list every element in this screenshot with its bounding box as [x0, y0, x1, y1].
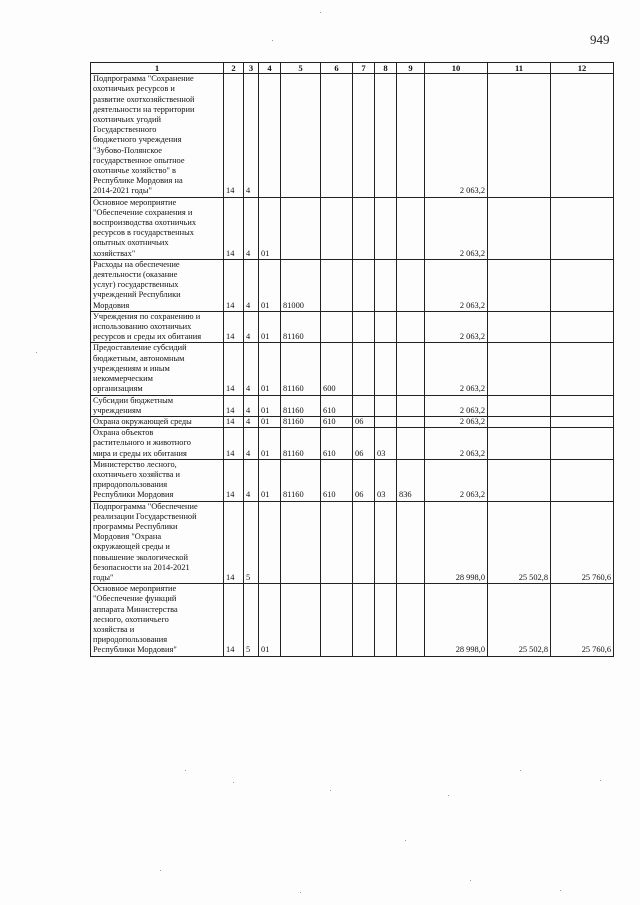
- table-row: [91, 584, 614, 656]
- row-name-cell: Основное мероприятие "Обеспечение сохранения и воспроизводства охотничьих ресурсов в государственных опытных охотничьих хозяйствах": [91, 197, 224, 259]
- cell-c10: 28 998,0: [425, 584, 488, 656]
- cell-c3: 4: [244, 395, 259, 416]
- cell-c9: [397, 343, 425, 395]
- cell-c3: 4: [244, 459, 259, 501]
- cell-c11: [488, 197, 551, 259]
- cell-c8: 03: [375, 428, 397, 460]
- cell-c5: [281, 584, 321, 656]
- row-name-cell: Подпрограмма "Сохранение охотничьих ресурсов и развитие охотхозяйственной деятельности на территории охотничьих угодий Государственного бюджетного учреждения "Зубово-Полянское государственное опытное охотничье хозяйство" в Республике Мордовия на 2014-2021 годы": [91, 74, 224, 197]
- cell-c7: 06: [353, 459, 375, 501]
- header-row: [91, 63, 614, 74]
- cell-c8: [375, 74, 397, 197]
- table-row: [91, 459, 614, 501]
- cell-c4: [259, 74, 281, 197]
- cell-c4: 01: [259, 416, 281, 427]
- cell-c2: 14: [224, 311, 244, 343]
- cell-c11: [488, 311, 551, 343]
- cell-c8: [375, 416, 397, 427]
- cell-c8: [375, 343, 397, 395]
- cell-c6: [321, 501, 353, 584]
- cell-c7: [353, 311, 375, 343]
- column-header: 11: [488, 63, 551, 74]
- cell-c12: [551, 416, 614, 427]
- cell-c12: [551, 459, 614, 501]
- cell-c2: 14: [224, 343, 244, 395]
- cell-c11: [488, 259, 551, 311]
- row-name-cell: Охрана окружающей среды: [91, 416, 224, 427]
- column-header: 9: [397, 63, 425, 74]
- cell-c5: 81160: [281, 459, 321, 501]
- cell-c7: [353, 197, 375, 259]
- cell-c10: 2 063,2: [425, 428, 488, 460]
- column-header: 6: [321, 63, 353, 74]
- column-header: 3: [244, 63, 259, 74]
- cell-c5: 81160: [281, 416, 321, 427]
- cell-c10: 2 063,2: [425, 311, 488, 343]
- cell-c9: [397, 584, 425, 656]
- cell-c9: [397, 428, 425, 460]
- cell-c5: 81000: [281, 259, 321, 311]
- row-name-cell: Министерство лесного, охотничьего хозяйства и природопользования Республики Мордовия: [91, 459, 224, 501]
- cell-c7: 06: [353, 416, 375, 427]
- cell-c5: 81160: [281, 343, 321, 395]
- cell-c2: 14: [224, 459, 244, 501]
- cell-c12: 25 760,6: [551, 584, 614, 656]
- row-name-cell: Расходы на обеспечение деятельности (оказание услуг) государственных учреждений Республики Мордовия: [91, 259, 224, 311]
- cell-c6: 610: [321, 428, 353, 460]
- table-row: [91, 74, 614, 197]
- column-header: 8: [375, 63, 397, 74]
- cell-c3: 5: [244, 501, 259, 584]
- budget-table: [90, 62, 614, 657]
- cell-c8: [375, 584, 397, 656]
- cell-c9: [397, 501, 425, 584]
- row-name-cell: Субсидии бюджетным учреждениям: [91, 395, 224, 416]
- cell-c11: [488, 74, 551, 197]
- cell-c9: [397, 197, 425, 259]
- cell-c11: [488, 395, 551, 416]
- cell-c3: 5: [244, 584, 259, 656]
- cell-c10: 2 063,2: [425, 395, 488, 416]
- cell-c7: [353, 501, 375, 584]
- column-header: 5: [281, 63, 321, 74]
- column-header: 1: [91, 63, 224, 74]
- cell-c10: 2 063,2: [425, 197, 488, 259]
- cell-c2: 14: [224, 259, 244, 311]
- page-number: 949: [590, 32, 610, 47]
- cell-c3: 4: [244, 74, 259, 197]
- cell-c3: 4: [244, 416, 259, 427]
- table-row: [91, 395, 614, 416]
- table-row: [91, 428, 614, 460]
- cell-c2: 14: [224, 416, 244, 427]
- cell-c5: [281, 501, 321, 584]
- cell-c10: 2 063,2: [425, 74, 488, 197]
- table-row: [91, 343, 614, 395]
- cell-c7: [353, 74, 375, 197]
- cell-c2: 14: [224, 197, 244, 259]
- cell-c6: [321, 197, 353, 259]
- column-header: 2: [224, 63, 244, 74]
- cell-c5: [281, 74, 321, 197]
- cell-c6: 610: [321, 459, 353, 501]
- cell-c10: 2 063,2: [425, 259, 488, 311]
- cell-c11: [488, 343, 551, 395]
- cell-c8: [375, 395, 397, 416]
- cell-c4: [259, 501, 281, 584]
- row-name-cell: Учреждения по сохранению и использованию охотничьих ресурсов и среды их обитания: [91, 311, 224, 343]
- cell-c12: [551, 311, 614, 343]
- table-row: [91, 416, 614, 427]
- cell-c5: [281, 197, 321, 259]
- table-row: [91, 501, 614, 584]
- cell-c12: [551, 395, 614, 416]
- cell-c3: 4: [244, 343, 259, 395]
- cell-c6: [321, 259, 353, 311]
- cell-c12: [551, 343, 614, 395]
- cell-c3: 4: [244, 311, 259, 343]
- cell-c10: 2 063,2: [425, 459, 488, 501]
- cell-c12: 25 760,6: [551, 501, 614, 584]
- row-name-cell: Предоставление субсидий бюджетным, автономным учреждениям и иным некоммерческим организациям: [91, 343, 224, 395]
- cell-c9: [397, 74, 425, 197]
- cell-c9: 836: [397, 459, 425, 501]
- cell-c5: 81160: [281, 428, 321, 460]
- cell-c8: [375, 501, 397, 584]
- row-name-cell: Подпрограмма "Обеспечение реализации Государственной программы Республики Мордовия "Охрана окружающей среды и повышение экологической безопасности на 2014-2021 годы": [91, 501, 224, 584]
- column-header: 10: [425, 63, 488, 74]
- cell-c2: 14: [224, 584, 244, 656]
- cell-c10: 2 063,2: [425, 343, 488, 395]
- cell-c3: 4: [244, 428, 259, 460]
- cell-c4: 01: [259, 197, 281, 259]
- cell-c3: 4: [244, 259, 259, 311]
- cell-c5: 81160: [281, 311, 321, 343]
- cell-c4: 01: [259, 259, 281, 311]
- column-header: 7: [353, 63, 375, 74]
- cell-c2: 14: [224, 501, 244, 584]
- cell-c10: 2 063,2: [425, 416, 488, 427]
- cell-c8: [375, 311, 397, 343]
- column-header: 12: [551, 63, 614, 74]
- cell-c12: [551, 197, 614, 259]
- row-name-cell: Основное мероприятие "Обеспечение функций аппарата Министерства лесного, охотничьего хозяйства и природопользования Республики Мордовия": [91, 584, 224, 656]
- cell-c11: [488, 416, 551, 427]
- cell-c11: [488, 428, 551, 460]
- cell-c4: 01: [259, 395, 281, 416]
- cell-c9: [397, 311, 425, 343]
- cell-c7: [353, 343, 375, 395]
- cell-c2: 14: [224, 395, 244, 416]
- cell-c5: 81160: [281, 395, 321, 416]
- cell-c4: 01: [259, 584, 281, 656]
- table-row: [91, 259, 614, 311]
- table-row: [91, 197, 614, 259]
- cell-c4: 01: [259, 428, 281, 460]
- cell-c8: [375, 259, 397, 311]
- cell-c6: 600: [321, 343, 353, 395]
- cell-c4: 01: [259, 459, 281, 501]
- cell-c6: 610: [321, 416, 353, 427]
- cell-c8: [375, 197, 397, 259]
- column-header: 4: [259, 63, 281, 74]
- cell-c6: [321, 584, 353, 656]
- cell-c11: 25 502,8: [488, 501, 551, 584]
- cell-c11: 25 502,8: [488, 584, 551, 656]
- cell-c12: [551, 428, 614, 460]
- cell-c11: [488, 459, 551, 501]
- cell-c9: [397, 416, 425, 427]
- cell-c10: 28 998,0: [425, 501, 488, 584]
- cell-c8: 03: [375, 459, 397, 501]
- cell-c7: [353, 395, 375, 416]
- cell-c6: 610: [321, 395, 353, 416]
- cell-c12: [551, 74, 614, 197]
- cell-c6: [321, 74, 353, 197]
- cell-c3: 4: [244, 197, 259, 259]
- cell-c4: 01: [259, 311, 281, 343]
- cell-c2: 14: [224, 428, 244, 460]
- cell-c6: [321, 311, 353, 343]
- cell-c12: [551, 259, 614, 311]
- cell-c2: 14: [224, 74, 244, 197]
- cell-c4: 01: [259, 343, 281, 395]
- cell-c7: [353, 259, 375, 311]
- cell-c7: 06: [353, 428, 375, 460]
- row-name-cell: Охрана объектов растительного и животного мира и среды их обитания: [91, 428, 224, 460]
- cell-c7: [353, 584, 375, 656]
- table-row: [91, 311, 614, 343]
- cell-c9: [397, 259, 425, 311]
- cell-c9: [397, 395, 425, 416]
